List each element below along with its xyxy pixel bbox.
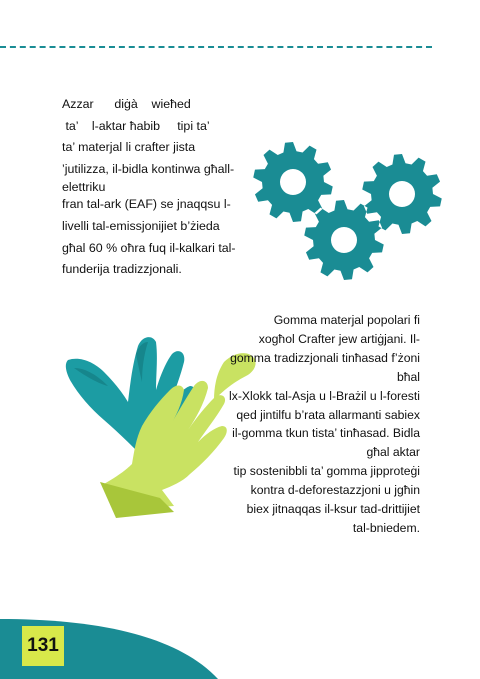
text-line: qed jintilfu b’rata allarmanti sabiex bbox=[236, 407, 420, 422]
text-line: kontra d-deforestazzjoni u jgħin bbox=[250, 483, 420, 498]
text-line: għal aktar bbox=[366, 445, 420, 460]
text-line: Azzar diġà wieħed bbox=[62, 97, 191, 111]
text-line: ta’ materjal li crafter jista bbox=[62, 140, 196, 155]
text-line: ta’ l-aktar ħabib tipi ta’ bbox=[62, 118, 210, 133]
text-line: tal-bniedem. bbox=[352, 520, 420, 535]
text-line: gomma tradizzjonali tinħasad f’żoni bbox=[230, 350, 420, 365]
text-line: biex jitnaqqas il-ksur tad-drittijiet bbox=[246, 502, 420, 517]
text-line: għal 60 % oħra fuq il-kalkari tal- bbox=[62, 240, 236, 255]
text-line: livelli tal-emissjonijiet b’żieda bbox=[62, 218, 220, 233]
text-line: il-gomma tkun tista’ tinħasad. Bidla bbox=[232, 426, 420, 441]
text-line: bħal bbox=[396, 369, 420, 384]
text-line: xogħol Crafter jew artiġjani. Il- bbox=[258, 331, 420, 346]
paragraph-steel bbox=[62, 94, 272, 281]
text-line: funderija tradizzjonali. bbox=[62, 262, 182, 277]
text-line: Gomma materjal popolari fi bbox=[273, 313, 420, 327]
gears-icon bbox=[252, 138, 448, 288]
text-line: fran tal-ark (EAF) se jnaqqsu l- bbox=[62, 197, 231, 212]
page-number: 131 bbox=[22, 626, 64, 666]
dashed-divider bbox=[0, 46, 432, 48]
text-line: lx-Xlokk tal-Asja u l-Brażil u l-foresti bbox=[229, 388, 420, 403]
text-line: tip sostenibbli ta’ gomma jipproteġi bbox=[233, 464, 420, 479]
text-line: elettriku bbox=[62, 180, 106, 195]
text-line: ’jutilizza, il-bidla kontinwa għall- bbox=[62, 161, 235, 176]
paragraph-rubber bbox=[196, 311, 420, 538]
